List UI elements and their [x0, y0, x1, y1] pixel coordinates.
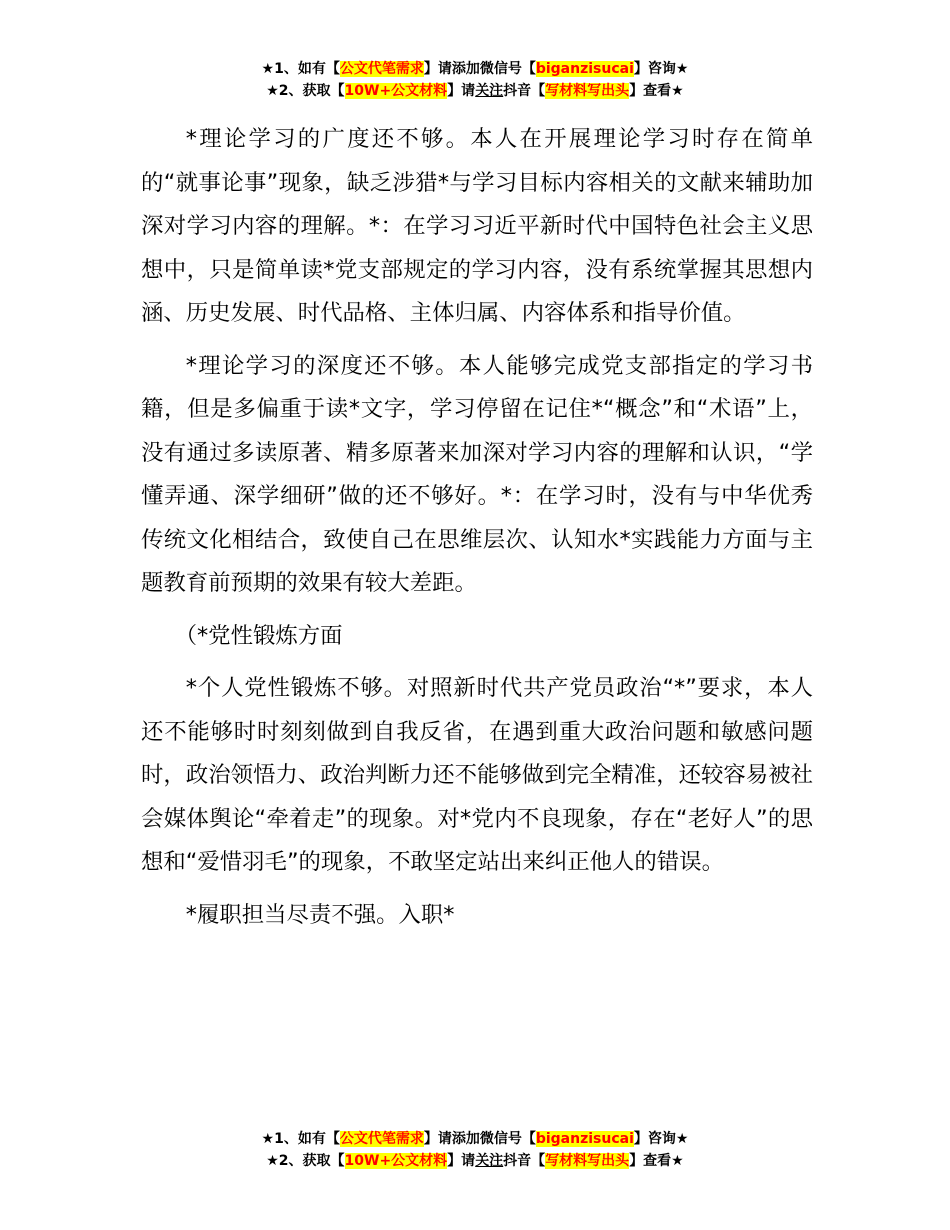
- highlight-douyin-account: 写材料写出头: [545, 1153, 630, 1169]
- highlight-ghostwriting: 公文代笔需求: [339, 1131, 424, 1147]
- header-banner: [0, 58, 950, 102]
- banner-text: 微信号【: [479, 1131, 536, 1147]
- highlight-materials: 10W+公文材料: [344, 1153, 448, 1169]
- highlight-wechat-id: biganzisucai: [535, 61, 634, 77]
- footer-banner: [0, 1128, 950, 1172]
- banner-text: 抖音【: [503, 83, 546, 99]
- banner-line-2: [0, 1150, 950, 1172]
- highlight-wechat-id: biganzisucai: [535, 1131, 634, 1147]
- highlight-materials: 10W+公文材料: [344, 83, 448, 99]
- highlight-ghostwriting: 公文代笔需求: [339, 61, 424, 77]
- banner-line-2: [0, 80, 950, 102]
- banner-text: 】查看★: [629, 1153, 684, 1169]
- banner-text: 】请添: [423, 61, 466, 77]
- banner-emphasis: 关注: [475, 1153, 504, 1169]
- banner-text: ★2、获取【: [266, 1153, 345, 1169]
- banner-line-1: [0, 1128, 950, 1150]
- banner-text: 】请: [447, 83, 476, 99]
- banner-emphasis: 关注: [475, 83, 504, 99]
- highlight-douyin-account: 写材料写出头: [545, 83, 630, 99]
- banner-text: ★2、获取【: [266, 83, 345, 99]
- banner-emphasis: 加: [465, 1131, 480, 1147]
- banner-line-1: [0, 58, 950, 80]
- banner-text: 】咨询★: [633, 1131, 689, 1147]
- banner-text: 微信号【: [479, 61, 536, 77]
- banner-text: 】请添: [423, 1131, 466, 1147]
- banner-text: 抖音【: [503, 1153, 546, 1169]
- banner-text: ★1、如有【: [261, 1131, 340, 1147]
- document-body: [141, 118, 813, 946]
- banner-emphasis: 加: [465, 61, 480, 77]
- paragraph-theory-breadth: *理论学习的广度还不够。本人在开展理论学习时存在简单的“就事论事”现象，缺乏涉猎*与学习目标内容相关的文献来辅助加深对学习内容的理解。*：在学习习近平新时代中国特色社会主义思想中，只是简单读*党支部规定的学习内容，没有系统掌握其思想内涵、历史发展、时代品格、主体归属、内容体系和指导价值。: [141, 126, 813, 326]
- paragraph-duty: *履职担当尽责不强。入职*: [185, 901, 455, 928]
- banner-text: 】请: [447, 1153, 476, 1169]
- paragraph-party-spirit: *个人党性锻炼不够。对照新时代共产党员政治“*”要求，本人还不能够时时刻刻做到自我反省，在遇到重大政治问题和敏感问题时，政治领悟力、政治判断力还不能够做到完全精准，还较容易被社会媒体舆论“牵着走”的现象。对*党内不良现象，存在“老好人”的思想和“爱惜羽毛”的现象，不敢坚定站出来纠正他人的错误。: [141, 675, 813, 875]
- section-heading-party-spirit: （*党性锻炼方面: [174, 622, 343, 649]
- banner-text: ★1、如有【: [261, 61, 340, 77]
- banner-text: 】咨询★: [633, 61, 689, 77]
- paragraph-theory-depth: *理论学习的深度还不够。本人能够完成党支部指定的学习书籍，但是多偏重于读*文字，学习停留在记住*“概念”和“术语”上，没有通过多读原著、精多原著来加深对学习内容的理解和认识，“学懂弄通、深学细研”做的还不够好。*：在学习时，没有与中华优秀传统文化相结合，致使自己在思维层次、认知水*实践能力方面与主题教育前预期的效果有较大差距。: [141, 352, 813, 596]
- banner-text: 】查看★: [629, 83, 684, 99]
